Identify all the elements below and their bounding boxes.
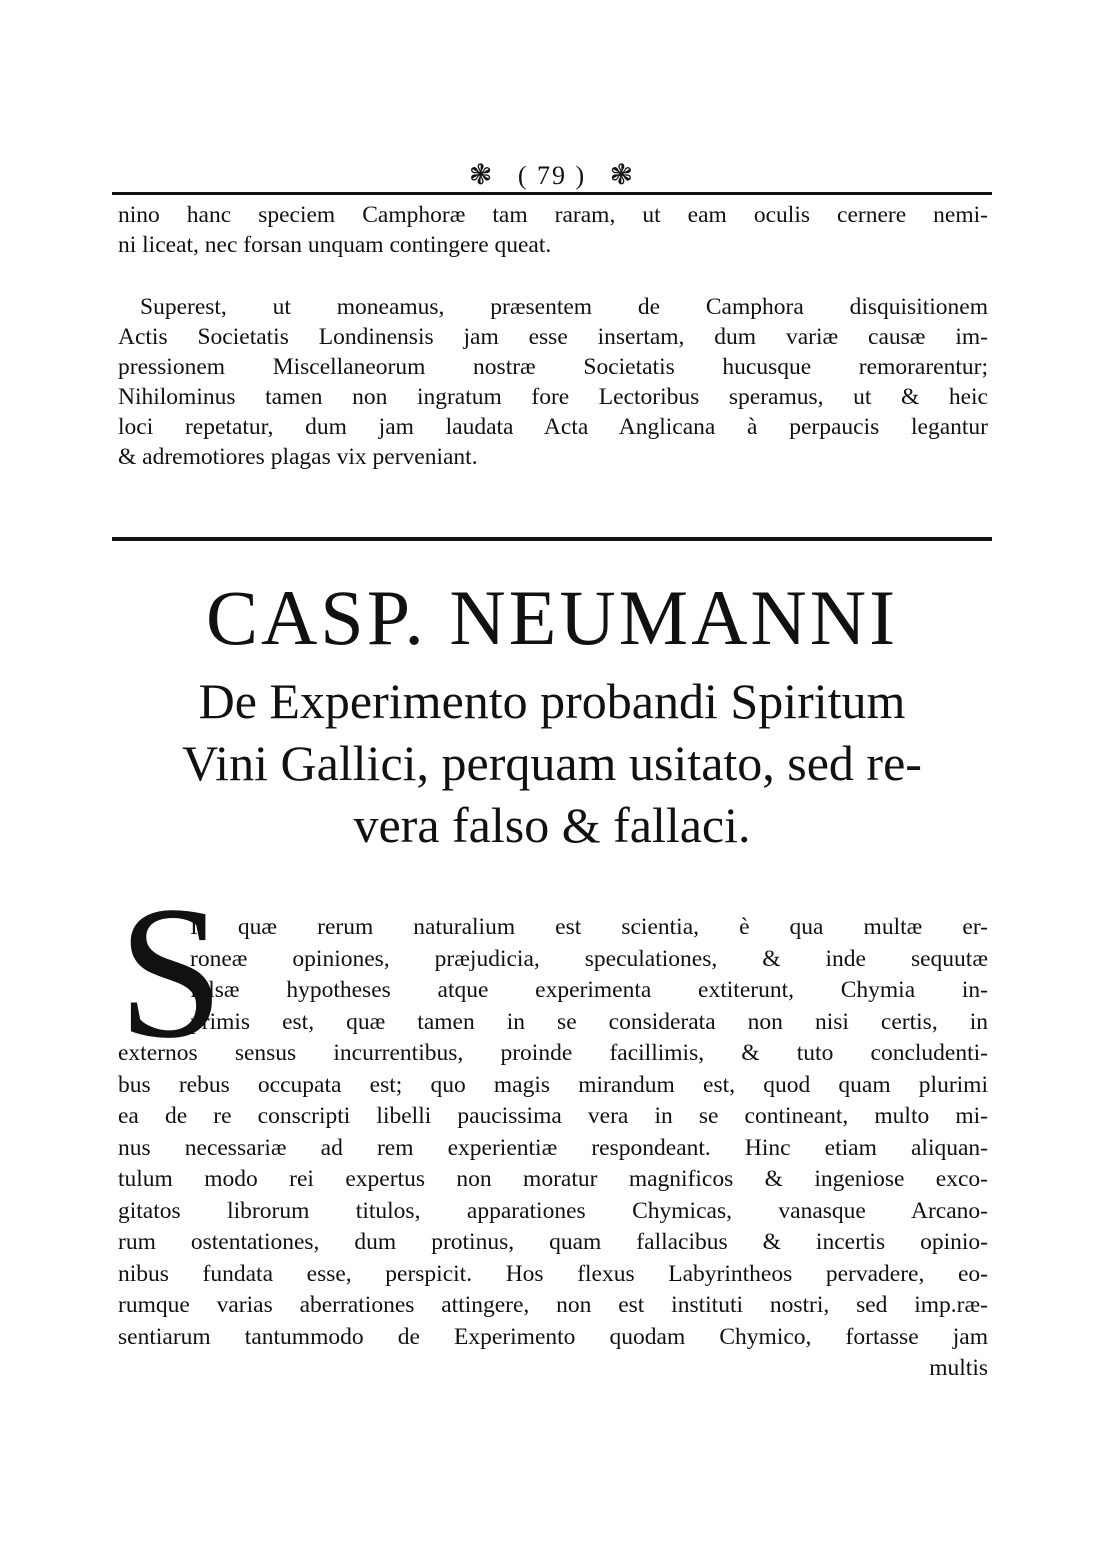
note-paragraph (118, 292, 988, 472)
article-title (112, 670, 992, 856)
body-line: roneæ opiniones, præjudicia, speculationes, & inde sequutæ (190, 945, 988, 972)
section-rule (112, 537, 992, 541)
body-text (118, 868, 988, 1385)
drop-cap: S (118, 868, 224, 1078)
body-line: rum ostentationes, dum protinus, quam fallacibus & incertis opinio- (118, 1229, 988, 1255)
header-rule (112, 192, 992, 195)
body-line: rumque varias aberrationes attingere, non est instituti nostri, sed imp.ræ- (118, 1292, 988, 1318)
body-line: tulum modo rei expertus non moratur magnificos & ingeniose exco- (118, 1166, 988, 1192)
carry-over-line: ni liceat, nec forsan unquam contingere queat. (118, 232, 552, 258)
body-line: ea de re conscripti libelli paucissima vera in se contineant, multo mi- (118, 1103, 988, 1129)
title-line: vera falso & fallaci. (353, 797, 751, 853)
title-line: Vini Gallici, perquam usitato, sed re- (182, 735, 922, 791)
note-line: Actis Societatis Londinensis jam esse insertam, dum variæ causæ im- (118, 324, 988, 350)
note-line: Nihilominus tamen non ingratum fore Lectoribus speramus, ut & heic (118, 384, 988, 410)
body-line: primis est, quæ tamen in se considerata non nisi certis, in (190, 1008, 988, 1035)
body-line: bus rebus occupata est; quo magis mirandum est, quod quam plurimi (118, 1071, 988, 1098)
carry-over-line: nino hanc speciem Camphoræ tam raram, ut eam oculis cernere nemi- (118, 202, 988, 228)
body-line: sentiarum tantummodo de Experimento quodam Chymico, fortasse jam (118, 1323, 988, 1350)
body-line: externos sensus incurrentibus, proinde facillimis, & tuto concludenti- (118, 1040, 988, 1066)
note-line: Superest, ut moneamus, præsentem de Camphora disquisitionem (140, 294, 988, 320)
fleuron-left-icon: ❃ (468, 160, 495, 192)
carry-over-paragraph (118, 200, 988, 260)
note-line: loci repetatur, dum jam laudata Acta Anglicana à perpaucis legantur (118, 414, 988, 440)
title-line: De Experimento probandi Spiritum (198, 673, 906, 729)
note-line: & adremotiores plagas vix perveniant. (118, 444, 478, 470)
body-line: nus necessariæ ad rem experientiæ respondeant. Hinc etiam aliquan- (118, 1134, 988, 1161)
body-line: nibus fundata esse, perspicit. Hos flexus Labyrintheos pervadere, eo- (118, 1260, 988, 1287)
body-line: falsæ hypotheses atque experimenta extiterunt, Chymia in- (190, 977, 988, 1003)
page-number: ( 79 ) (517, 161, 587, 191)
body-line: gitatos librorum titulos, apparationes Chymicas, vanasque Arcano- (118, 1197, 988, 1224)
note-line: pressionem Miscellaneorum nostræ Societatis hucusque remorarentur; (118, 354, 988, 380)
catchword: multis (929, 1355, 988, 1381)
page-header (112, 152, 992, 196)
fleuron-right-icon: ❃ (609, 160, 636, 192)
author-heading: CASP. NEUMANNI (205, 574, 899, 661)
body-line: I quæ rerum naturalium est scientia, è qua multæ er- (190, 914, 988, 940)
